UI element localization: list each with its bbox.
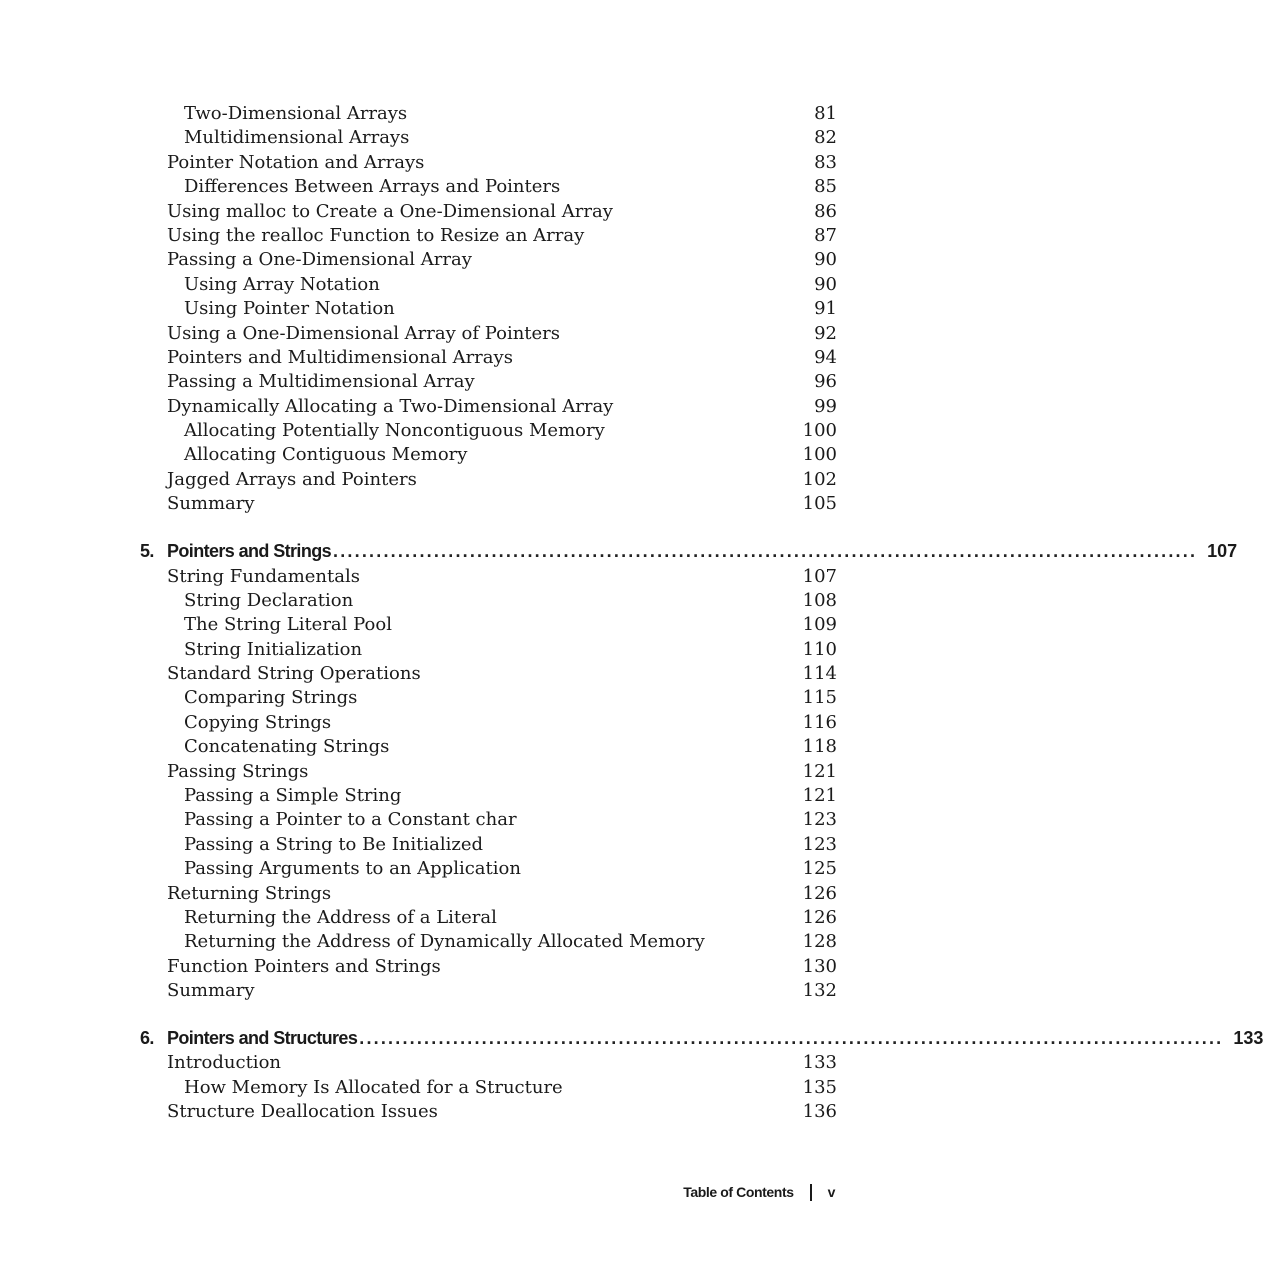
toc-entry-title: Two-Dimensional Arrays [184,103,408,124]
toc-entry-page-number: 83 [814,151,837,173]
toc-entry-page-number: 126 [802,882,837,904]
toc-entry-title: Standard String Operations [167,663,421,685]
toc-entry-page-number: 121 [802,760,837,782]
toc-entry[interactable] [140,711,837,735]
toc-entry[interactable] [140,273,837,297]
toc-entry-title: Pointer Notation and Arrays [167,151,425,173]
toc-entry-page-number: 91 [814,298,837,320]
toc-entry[interactable] [140,955,837,979]
footer-label: Table of Contents [683,1184,794,1200]
toc-entry-page-number: 90 [814,273,837,295]
toc-entry-title: String Initialization [184,638,363,660]
toc-entry-title: Using Array Notation [184,273,380,295]
toc-entry[interactable] [140,224,837,248]
toc-entry[interactable] [140,1051,837,1075]
toc-entry-title: Passing Arguments to an Application [184,858,521,880]
chapter-number: 5. [140,540,154,561]
toc-entry-page-number: 133 [802,1052,837,1074]
toc-entry-page-number: 121 [802,785,837,807]
table-of-contents [140,102,1263,1125]
toc-entry[interactable] [140,613,837,637]
toc-entry-title: Passing Strings [167,760,309,782]
toc-entry-page-number: 116 [802,711,837,733]
toc-entry-page-number: 136 [802,1101,837,1123]
toc-entry[interactable] [140,395,837,419]
chapter-title: Pointers and Strings [167,540,332,561]
toc-entry[interactable] [140,322,837,346]
toc-entry[interactable] [140,1076,837,1100]
page-footer [683,1180,835,1204]
toc-entry-page-number: 86 [814,200,837,222]
toc-entry[interactable] [140,808,837,832]
toc-entry-page-number: 126 [802,907,837,928]
toc-entry[interactable] [140,175,837,199]
toc-entry-page-number: 94 [814,346,837,368]
toc-entry-page-number: 87 [814,224,837,246]
toc-entry-title: Using malloc to Create a One-Dimensional Array [167,200,613,222]
toc-entry[interactable] [140,102,837,126]
toc-entry[interactable] [140,906,837,930]
toc-entry[interactable] [140,248,837,272]
toc-entry-title: Using Pointer Notation [184,298,395,320]
toc-entry-title: Returning the Address of a Literal [184,907,497,928]
toc-entry-page-number: 82 [814,127,837,149]
toc-entry-title: Passing a Multidimensional Array [167,371,475,393]
toc-entry-title: Introduction [167,1052,281,1074]
toc-entry-page-number: 110 [802,638,837,660]
toc-entry-page-number: 114 [802,663,837,685]
toc-entry[interactable] [140,151,837,175]
toc-entry-page-number: 128 [802,931,837,953]
toc-entry-page-number: 81 [814,103,837,124]
toc-entry-page-number: 130 [802,955,837,977]
toc-entry-title: The String Literal Pool [184,614,392,636]
toc-entry-title: Jagged Arrays and Pointers [167,468,417,490]
toc-entry-page-number: 123 [802,833,837,855]
toc-entry[interactable] [140,370,837,394]
toc-entry-page-number: 90 [814,249,837,271]
toc-entry-title: Summary [167,493,255,515]
toc-entry-page-number: 102 [802,468,837,490]
footer-page-number: v [827,1184,835,1200]
toc-entry-title: Passing a Pointer to a Constant char [184,809,517,831]
toc-entry[interactable] [140,200,837,224]
toc-entry-title: Differences Between Arrays and Pointers [184,176,561,198]
toc-entry[interactable] [140,589,837,613]
toc-entry-title: Summary [167,980,255,1002]
toc-entry-title: Returning the Address of Dynamically Allocated Memory [184,931,705,953]
toc-entry[interactable] [140,784,837,808]
toc-entry[interactable] [140,857,837,881]
toc-entry-title: Multidimensional Arrays [184,127,410,149]
toc-entry-title: Allocating Contiguous Memory [184,444,468,466]
toc-entry[interactable] [140,833,837,857]
dot-leader: ........................................................................................................................ [359,1027,1224,1048]
toc-entry-title: How Memory Is Allocated for a Structure [184,1076,563,1098]
toc-entry-title: Function Pointers and Strings [167,955,441,977]
toc-entry-page-number: 100 [802,444,837,466]
toc-entry[interactable] [140,735,837,759]
toc-entry[interactable] [140,686,837,710]
toc-entry[interactable] [140,760,837,784]
toc-entry-page-number: 135 [802,1076,837,1098]
toc-entry-title: Copying Strings [184,711,332,733]
toc-entry-title: String Fundamentals [167,565,360,587]
chapter-title: Pointers and Structures [167,1027,358,1048]
toc-entry-title: String Declaration [184,589,354,611]
toc-entry-page-number: 85 [814,176,837,198]
toc-entry-page-number: 118 [802,736,837,758]
toc-entry[interactable] [140,638,837,662]
toc-entry[interactable] [140,297,837,321]
toc-chapter-heading[interactable] [140,1026,1263,1050]
toc-entry[interactable] [140,126,837,150]
toc-entry-title: Passing a Simple String [184,785,402,807]
toc-entry-page-number: 105 [802,493,837,515]
toc-entry-page-number: 99 [814,395,837,417]
toc-entry[interactable] [140,492,837,516]
toc-entry[interactable] [140,662,837,686]
toc-entry-page-number: 100 [802,420,837,442]
toc-entry-title: Passing a String to Be Initialized [184,833,484,855]
toc-entry-page-number: 115 [802,687,837,709]
toc-entry[interactable] [140,443,837,467]
toc-entry-title: Using the realloc Function to Resize an Array [167,224,585,246]
toc-entry-title: Passing a One-Dimensional Array [167,249,472,271]
toc-entry-page-number: 92 [814,322,837,344]
toc-entry[interactable] [140,565,837,589]
toc-entry-title: Comparing Strings [184,687,358,709]
toc-entry-title: Allocating Potentially Noncontiguous Memory [184,420,605,442]
toc-entry-page-number: 96 [814,371,837,393]
toc-entry-title: Returning Strings [167,882,332,904]
toc-entry-page-number: 132 [802,980,837,1002]
toc-entry-page-number: 107 [802,565,837,587]
toc-entry[interactable] [140,882,837,906]
chapter-number: 6. [140,1027,154,1048]
toc-entry[interactable] [140,1100,837,1124]
toc-entry-title: Pointers and Multidimensional Arrays [167,346,513,368]
chapter-page-number: 133 [1233,1027,1263,1048]
toc-entry[interactable] [140,979,837,1003]
toc-entry-title: Using a One-Dimensional Array of Pointers [167,322,561,344]
toc-chapter-heading[interactable] [140,539,1238,563]
toc-entry-title: Concatenating Strings [184,736,390,758]
footer-separator [810,1184,812,1201]
toc-entry[interactable] [140,419,837,443]
dot-leader: ........................................................................................................................ [333,540,1198,561]
toc-entry[interactable] [140,930,837,954]
toc-entry-page-number: 109 [802,614,837,636]
chapter-page-number: 107 [1207,540,1238,561]
toc-entry-page-number: 108 [802,589,837,611]
toc-entry[interactable] [140,468,837,492]
toc-entry[interactable] [140,346,837,370]
toc-entry-page-number: 123 [802,809,837,831]
toc-entry-title: Dynamically Allocating a Two-Dimensional Array [167,395,614,417]
toc-entry-page-number: 125 [802,858,837,880]
toc-entry-title: Structure Deallocation Issues [167,1101,438,1123]
